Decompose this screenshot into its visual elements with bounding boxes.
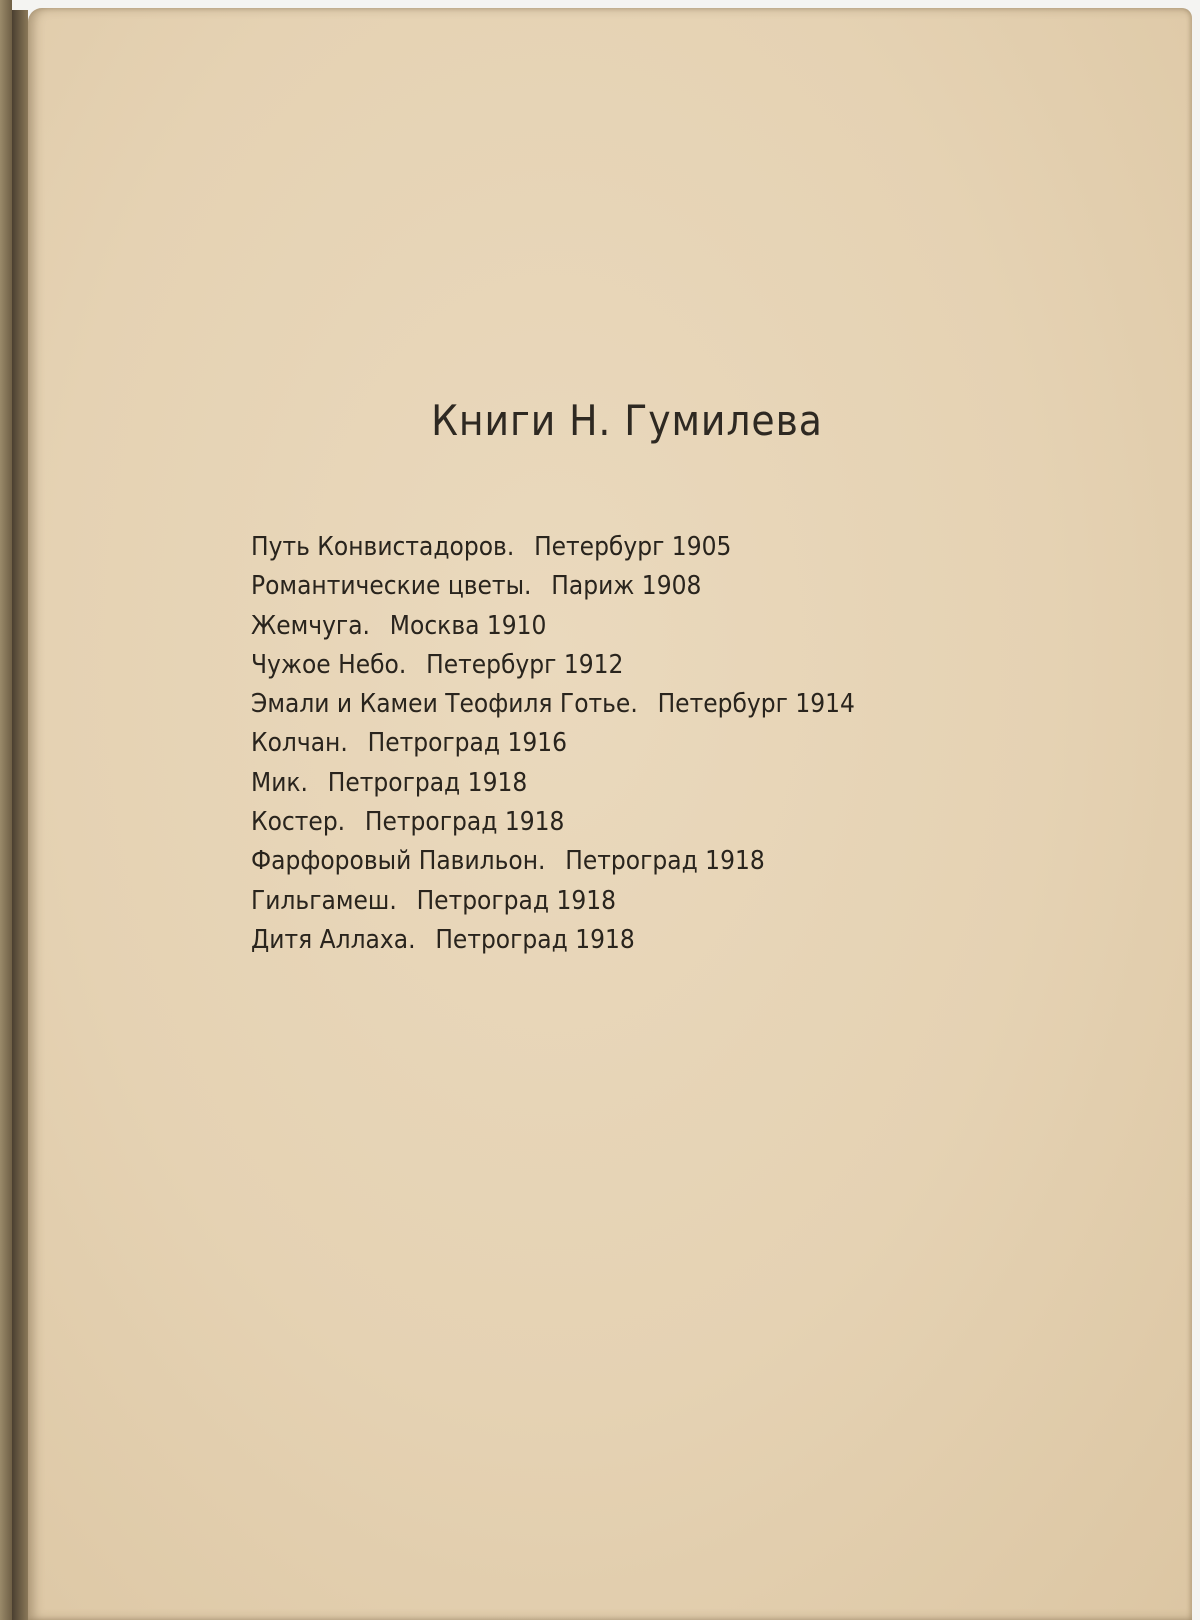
list-item [251,646,855,685]
book-spine-edge [0,0,12,1620]
book-imprint: Петроград 1918 [327,767,528,798]
book-title: Жемчуга. [251,610,371,641]
book-title: Романтические цветы. [251,571,532,602]
book-title: Фарфоровый Павильон. [251,846,546,877]
book-imprint: Петроград 1918 [435,924,635,955]
book-title: Колчан. [251,728,348,759]
list-item [251,607,855,646]
book-imprint: Петербург 1912 [426,649,624,680]
book-imprint: Париж 1908 [551,571,702,602]
book-imprint: Петроград 1918 [364,807,565,838]
page-title: Книги Н. Гумилева [431,396,823,445]
book-imprint: Петроград 1918 [416,885,617,916]
list-item [251,528,855,567]
list-item [251,921,855,960]
book-imprint: Петербург 1914 [657,689,855,720]
book-imprint: Москва 1910 [389,610,547,641]
book-title: Дитя Аллаха. [251,924,416,955]
list-item [251,724,855,763]
book-title: Мик. [251,767,308,798]
book-imprint: Петербург 1905 [534,532,732,562]
book-title: Костер. [251,807,346,838]
list-item [251,803,855,842]
book-imprint: Петроград 1916 [367,728,568,759]
book-spine-shadow [12,10,28,1620]
book-title: Эмали и Камеи Теофиля Готье. [251,689,638,720]
book-title: Путь Конвистадоров. [251,532,515,562]
book-imprint: Петроград 1918 [565,846,765,877]
book-list [251,528,922,960]
list-item [251,685,855,724]
book-title: Чужое Небо. [251,649,407,680]
book-title: Гильгамеш. [251,885,397,916]
list-item [251,567,855,606]
list-item [251,764,855,803]
list-item [251,882,855,921]
list-item [251,842,855,881]
